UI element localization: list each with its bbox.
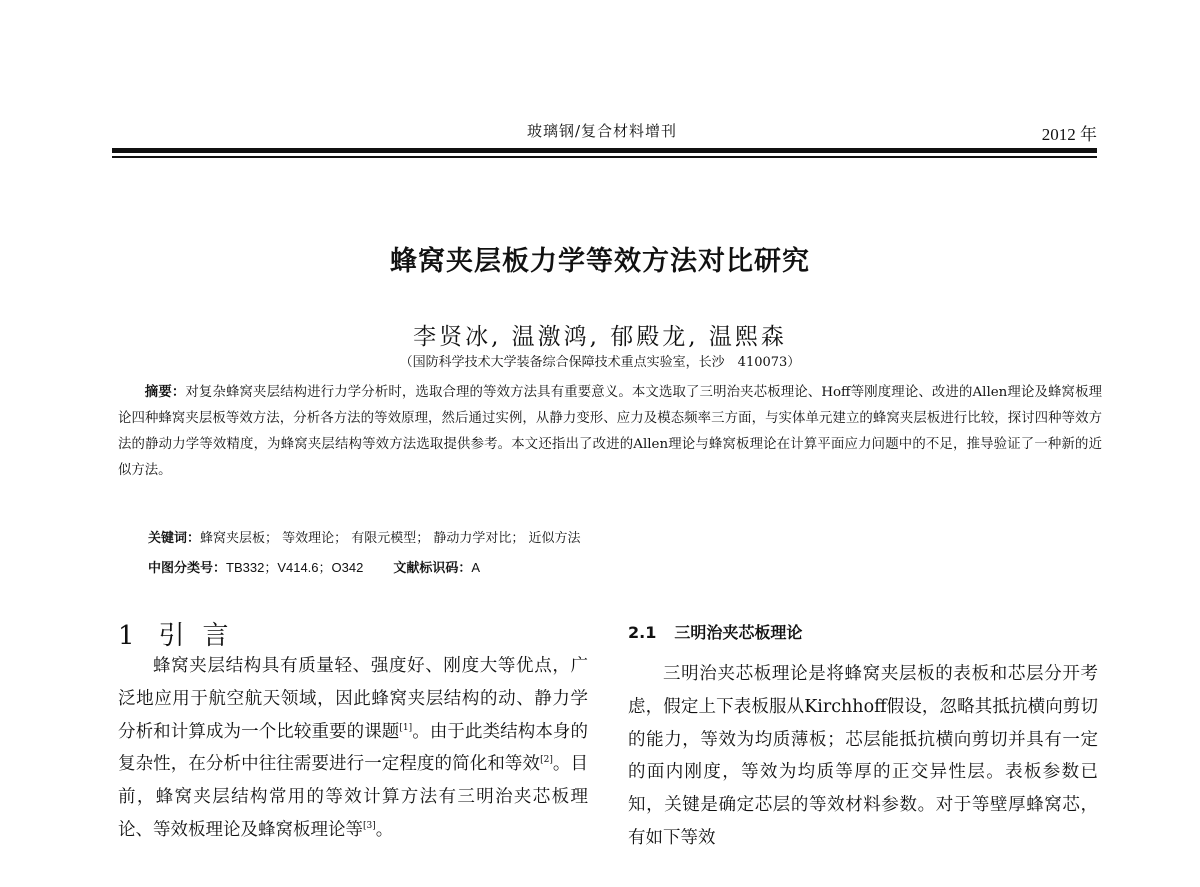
citation-2: [2] — [540, 755, 553, 766]
intro-text-part-1: 蜂窝夹层结构具有质量轻、强度好、刚度大等优点，广泛地应用于航空航天领域，因此蜂窝夹层结构的动、静力学分析和计算成为一个比较重要的课题 — [118, 656, 588, 742]
running-header — [112, 118, 1097, 142]
section-heading-introduction — [118, 615, 247, 652]
classification-line — [148, 558, 480, 579]
right-column — [628, 658, 1098, 855]
doc-code-label: 文献标识码： — [393, 561, 472, 576]
journal-name: 玻璃钢/复合材料增刊 — [527, 122, 678, 140]
subsection-number: 2.1 — [628, 623, 657, 642]
citation-1: [1] — [399, 722, 413, 733]
left-column — [118, 650, 588, 847]
intro-paragraph — [118, 650, 588, 847]
abstract-text: 对复杂蜂窝夹层结构进行力学分析时，选取合理的等效方法具有重要意义。本文选取了三明治夹芯板理论、Hoff等刚度理论、改进的Allen理论及蜂窝板理论四种蜂窝夹层板等效方法，分析各方法的等效原理，然后通过实例，从静力变形、应力及模态频率三方面，与实体单元建立的蜂窝夹层板进行比较，探讨四种等效方法的静动力学等效精度，为蜂窝夹层结构等效方法选取提供参考。本文还指出了改进的Allen理论与蜂窝板理论在计算平面应力问题中的不足，推导验证了一种新的近似方法。 — [118, 385, 1102, 478]
section-number: 1 — [118, 621, 137, 651]
header-rule-thick — [112, 148, 1097, 153]
intro-text-part-2: 。由于此类结构本身的复杂性，在分析中往往需要进行一定程度的简化和等效 — [118, 721, 589, 775]
subsection-title: 三明治夹芯板理论 — [674, 623, 803, 642]
citation-3: [3] — [363, 821, 376, 832]
keywords — [148, 529, 581, 549]
section-title: 引言 — [158, 621, 247, 651]
abstract-label: 摘要： — [144, 385, 186, 400]
keywords-text: 蜂窝夹层板； 等效理论； 有限元模型； 静动力学对比； 近似方法 — [200, 531, 581, 546]
doc-code-value: A — [471, 560, 481, 575]
keywords-label: 关键词： — [148, 531, 201, 546]
paper-affiliation: （国防科学技术大学装备综合保障技术重点实验室，长沙 410073） — [399, 355, 801, 370]
clc-label: 中图分类号： — [148, 561, 227, 576]
intro-text-part-4: 。 — [375, 819, 394, 840]
clc-value: TB332；V414.6；O342 — [226, 560, 364, 575]
paper-authors: 李贤冰, 温激鸿, 郁殿龙, 温熙森 — [413, 324, 787, 350]
journal-year: 2012 年 — [1041, 125, 1097, 144]
intro-text-part-3: 。目前，蜂窝夹层结构常用的等效计算方法有三明治夹芯板理论、等效板理论及蜂窝板理论等 — [118, 754, 589, 840]
subsection-heading-sandwich-theory — [628, 620, 802, 643]
paper-title: 蜂窝夹层板力学等效方法对比研究 — [390, 246, 810, 277]
sandwich-theory-paragraph: 三明治夹芯板理论是将蜂窝夹层板的表板和芯层分开考虑，假定上下表板服从Kirchhoff假设，忽略其抵抗横向剪切的能力，等效为均质薄板；芯层能抵抗横向剪切并具有一定的面内刚度，等效为均质等厚的正交异性层。表板参数已知，关键是确定芯层的等效材料参数。对于等壁厚蜂窝芯，有如下等效 — [628, 664, 1098, 848]
abstract — [118, 380, 1102, 484]
header-rule-thin — [112, 156, 1097, 158]
